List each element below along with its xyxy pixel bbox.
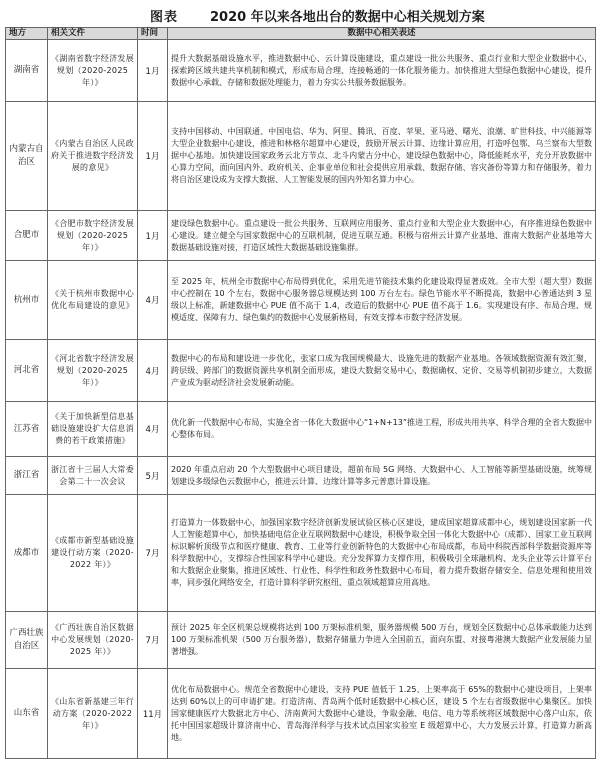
cell-place: 浙江省 <box>6 457 48 495</box>
cell-desc: 提升大数据基础设施水平，推进数据中心、云计算设施建设，重点建设一批公共服务、重点行业和大型企业数据中心，探索跨区域共建共享机制和模式，形成布局合理、连接畅通的一体化服务能力。加快推进大型绿色数据中心建设，提升数据中心承载、存储和数据处理能力，着力夯实公共服务数据服务。 <box>168 40 596 102</box>
cell-doc: 《广西壮族自治区数据中心发展规划（2020-2025 年）》 <box>48 612 138 669</box>
cell-time: 4月 <box>138 402 168 457</box>
cell-doc: 《山东省新基建三年行动方案（2020-2022 年）》 <box>48 669 138 759</box>
cell-doc: 《成都市新型基础设施建设行动方案（2020-2022 年）》 <box>48 495 138 612</box>
cell-time: 4月 <box>138 340 168 402</box>
cell-time: 1月 <box>138 102 168 211</box>
figure-title <box>0 4 599 24</box>
cell-doc: 《合肥市数字经济发展规划（2020-2025 年）》 <box>48 211 138 261</box>
cell-place: 广西壮族自治区 <box>6 612 48 669</box>
cell-desc: 建设绿色数据中心。重点建设一批公共服务、互联网应用服务、重点行业和大型企业大数据中心，有序推进绿色数据中心建设。建立健全与国家数据中心的互联机制，促进互联互通。积极与宿州云计算产业基地、淮南大数据产业基地等大数据基础设施对接，打造区域性大数据基础设施集群。 <box>168 211 596 261</box>
cell-time: 7月 <box>138 612 168 669</box>
cell-doc: 《内蒙古自治区人民政府关于推进数字经济发展的意见》 <box>48 102 138 211</box>
table-row <box>6 402 596 457</box>
figure-title-text: 2020 年以来各地出台的数据中心相关规划方案 <box>210 10 485 25</box>
cell-doc: 《湖南省数字经济发展规划（2020-2025 年）》 <box>48 40 138 102</box>
table-row <box>6 612 596 669</box>
cell-doc: 《河北省数字经济发展规划（2020-2025 年）》 <box>48 340 138 402</box>
table-row <box>6 40 596 102</box>
cell-time: 4月 <box>138 261 168 340</box>
table-row <box>6 211 596 261</box>
cell-place: 河北省 <box>6 340 48 402</box>
planning-table <box>5 27 596 759</box>
cell-desc: 优化新一代数据中心布局，实施全省一体化大数据中心“1+N+13”推进工程，形成共用共享、科学合理的全省大数据中心整体布局。 <box>168 402 596 457</box>
cell-desc: 2020 年重点启动 20 个大型数据中心项目建设，超前布局 5G 网络、大数据中心、人工智能等新型基础设施，统筹规划建设多级绿色云数据中心，推进云计算、边缘计算等多元普惠计算设施。 <box>168 457 596 495</box>
table-row <box>6 102 596 211</box>
cell-place: 山东省 <box>6 669 48 759</box>
cell-place: 合肥市 <box>6 211 48 261</box>
header-place: 地方 <box>6 28 48 40</box>
header-doc: 相关文件 <box>48 28 138 40</box>
cell-time: 1月 <box>138 40 168 102</box>
figure-label: 图表 <box>150 10 179 25</box>
table-header-row <box>6 28 596 40</box>
table-row <box>6 457 596 495</box>
cell-time: 7月 <box>138 495 168 612</box>
header-desc: 数据中心相关表述 <box>168 28 596 40</box>
cell-desc: 支持中国移动、中国联通、中国电信、华为、阿里、腾讯、百度、苹果、亚马逊、曙光、浪潮、旷世科技、中兴能源等大型企业数据中心建设，推进和林格尔超算中心建设，鼓励开展云计算、边缘计算应用，打造呼包鄂、乌兰察布大型数据中心基地。加快建设国家政务云北方节点、北斗内蒙古分中心，建设绿色数据中心，降低能耗水平，充分开放数据中心算力空间，面向国内外、政府机关、企事业单位和社会提供应用承载、数据存储、容灾备份等算力和存储服务，着力将自治区建设成为支撑大数据、人工智能发展的国内外知名算力中心。 <box>168 102 596 211</box>
table-row <box>6 340 596 402</box>
cell-desc: 至 2025 年，杭州全市数据中心布局得到优化，采用先进节能技术集约化建设取得显著成效。全市大型（超大型）数据中心控制在 10 个左右，数据中心服务器总规模达到 100 万台左右。绿色节能水平不断提高，数据中心普通达到 3 星级以上标准，新建数据中心 PUE 值不高于 1.4，改造后的数据中心 PUE 值不高于 1.6。实现建设有序、布局合理、规模适度、保障有力、绿色集约的数据中心发展新格局，有效支撑本市数字经济发展。 <box>168 261 596 340</box>
cell-desc: 预计 2025 年全区机架总规模将达到 100 万架标准机架，服务器规模 500 万台，规划全区数据中心总体承载能力达到 100 万架标准机架（500 万台服务器），数据存储量力争进入全国前五，面向东盟、对接粤港澳大数据产业发展能力显著增强。 <box>168 612 596 669</box>
table-row <box>6 669 596 759</box>
cell-desc: 数据中心的布局和建设进一步优化，张家口成为我国规模最大、设施先进的数据产业基地。各领域数据资源有效汇聚，跨层级、跨部门的数据资源共享机制全面形成，建设大数据交易中心，数据确权、定价、交易等机制初步建立，大数据产业成为驱动经济社会发展新动能。 <box>168 340 596 402</box>
cell-time: 1月 <box>138 211 168 261</box>
cell-desc: 打造算力一体数据中心，加强国家数字经济创新发展试验区核心区建设，建成国家超算成都中心，规划建设国家新一代人工智能超算中心，加快基础电信企业互联网数据中心建设，积极争取全国一体化大数据中心（成都）、国家工业互联网标识解析顶级节点和医疗健康、教育、工业等行业创新特色的大数据中心布局成都，布局中科院西部科学数据资源库等科学数据中心，支撑综合性国家科学中心建设。充分发挥算力支撑作用，积极吸引全球融机构、龙头企业等云计算平台和大数据企业聚集，推进区域性、行业性、科学性和政务性数据中心布局，着力提升数据存储安全、信息处理和使用效率，同步强化网络安全，打造计算科学研究枢纽、重点领域超算应用高地。 <box>168 495 596 612</box>
cell-doc: 《关于加快新型信息基础设施建设扩大信息消费的若干政策措施》 <box>48 402 138 457</box>
cell-doc: 浙江省十三届人大常委会第二十一次会议 <box>48 457 138 495</box>
cell-place: 湖南省 <box>6 40 48 102</box>
table-row <box>6 261 596 340</box>
cell-time: 5月 <box>138 457 168 495</box>
table-row <box>6 495 596 612</box>
cell-place: 江苏省 <box>6 402 48 457</box>
cell-time: 11月 <box>138 669 168 759</box>
cell-doc: 《关于杭州市数据中心优化布局建设的意见》 <box>48 261 138 340</box>
cell-place: 成都市 <box>6 495 48 612</box>
cell-desc: 优化布局数据中心。规范全省数据中心建设，支持 PUE 值低于 1.25、上架率高于 65%的数据中心建设项目，上架率达到 60%以上的可申请扩建。打造济南、青岛两个低时延数据中心核心区，建设 5 个左右省级数据中心集聚区。加快国家健康医疗大数据北方中心、济南黄河大数据中心建设，争取金融、电信、电力等系统将区域数据中心落户山东，依托中国国家超级计算济南中心、青岛海洋科学与技术试点国家实验室 E 级超算中心，大力发展云计算，打造算力新高地。 <box>168 669 596 759</box>
cell-place: 内蒙古自治区 <box>6 102 48 211</box>
cell-place: 杭州市 <box>6 261 48 340</box>
header-time: 时间 <box>138 28 168 40</box>
